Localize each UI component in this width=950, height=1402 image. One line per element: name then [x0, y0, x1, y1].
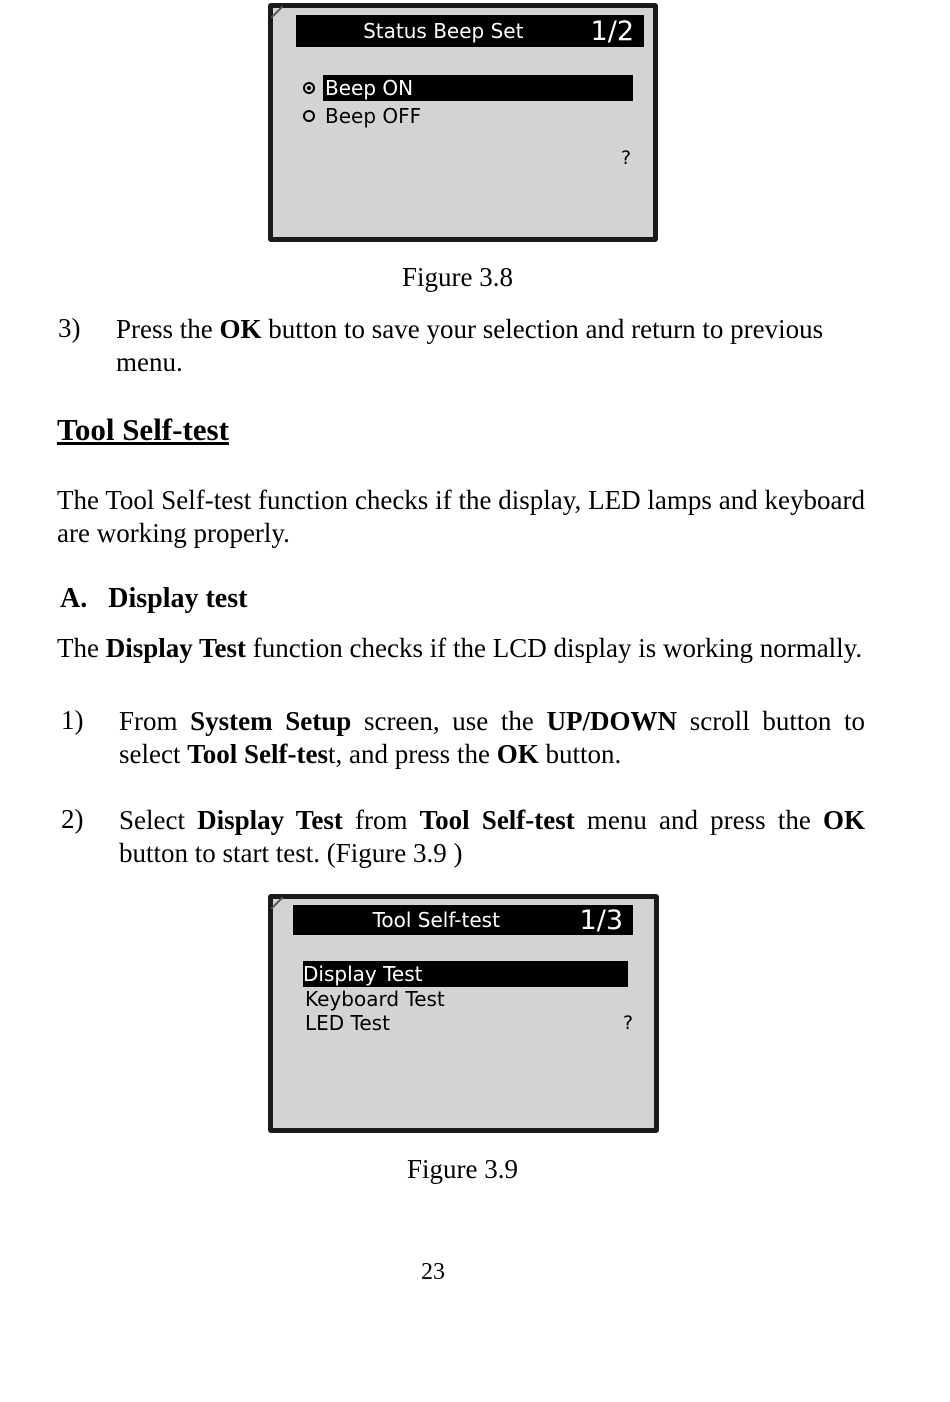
screen-title-bar [296, 15, 644, 47]
step-text: From System Setup screen, use the UP/DOWN scroll button to select Tool Self-test, and press the OK button. [119, 706, 865, 769]
screen-title-bar [293, 905, 633, 935]
screen-page-indicator: 1/2 [590, 15, 634, 47]
subsection-paragraph: The Display Test function checks if the LCD display is working normally. [57, 633, 863, 663]
screen-title: Status Beep Set [363, 19, 524, 43]
menu-item-keyboard-test[interactable] [305, 986, 445, 1012]
screen-page-indicator: 1/3 [579, 904, 623, 936]
radio-unselected-icon [303, 110, 315, 122]
menu-item-label: Keyboard Test [305, 987, 445, 1011]
lcd-screen-tool-self-test [268, 894, 659, 1133]
subsection-heading: A. Display test [60, 583, 248, 614]
section-intro: The Tool Self-test function checks if the display, LED lamps and keyboard are working properly. [57, 485, 865, 548]
figure-caption: Figure 3.8 [402, 262, 513, 292]
step-number: 1) [61, 705, 84, 735]
section-heading: Tool Self-test [57, 412, 229, 447]
menu-item-display-test[interactable] [303, 961, 628, 987]
help-icon: ? [621, 147, 632, 169]
option-label: Beep OFF [325, 104, 422, 128]
menu-item-led-test[interactable] [305, 1010, 390, 1036]
step-text: Select Display Test from Tool Self-test menu and press the OK button to start test. (Figure 3.9 ) [119, 805, 865, 868]
bezel-corner-icon [271, 897, 283, 909]
option-beep-off[interactable] [303, 103, 633, 129]
option-beep-on[interactable] [303, 75, 633, 101]
figure-caption: Figure 3.9 [407, 1154, 518, 1184]
step-number: 2) [61, 804, 84, 834]
step-number: 3) [58, 313, 81, 343]
screen-title: Tool Self-test [372, 908, 500, 932]
step-text: Press the OK button to save your selection and return to previous menu. [116, 314, 824, 377]
radio-selected-icon [303, 82, 315, 94]
bezel-corner-icon [271, 6, 283, 18]
menu-item-label: Display Test [303, 961, 628, 987]
page-number: 23 [421, 1259, 445, 1285]
lcd-screen-status-beep [268, 3, 658, 242]
option-label: Beep ON [323, 75, 633, 101]
help-icon: ? [623, 1012, 634, 1034]
menu-item-label: LED Test [305, 1011, 390, 1035]
